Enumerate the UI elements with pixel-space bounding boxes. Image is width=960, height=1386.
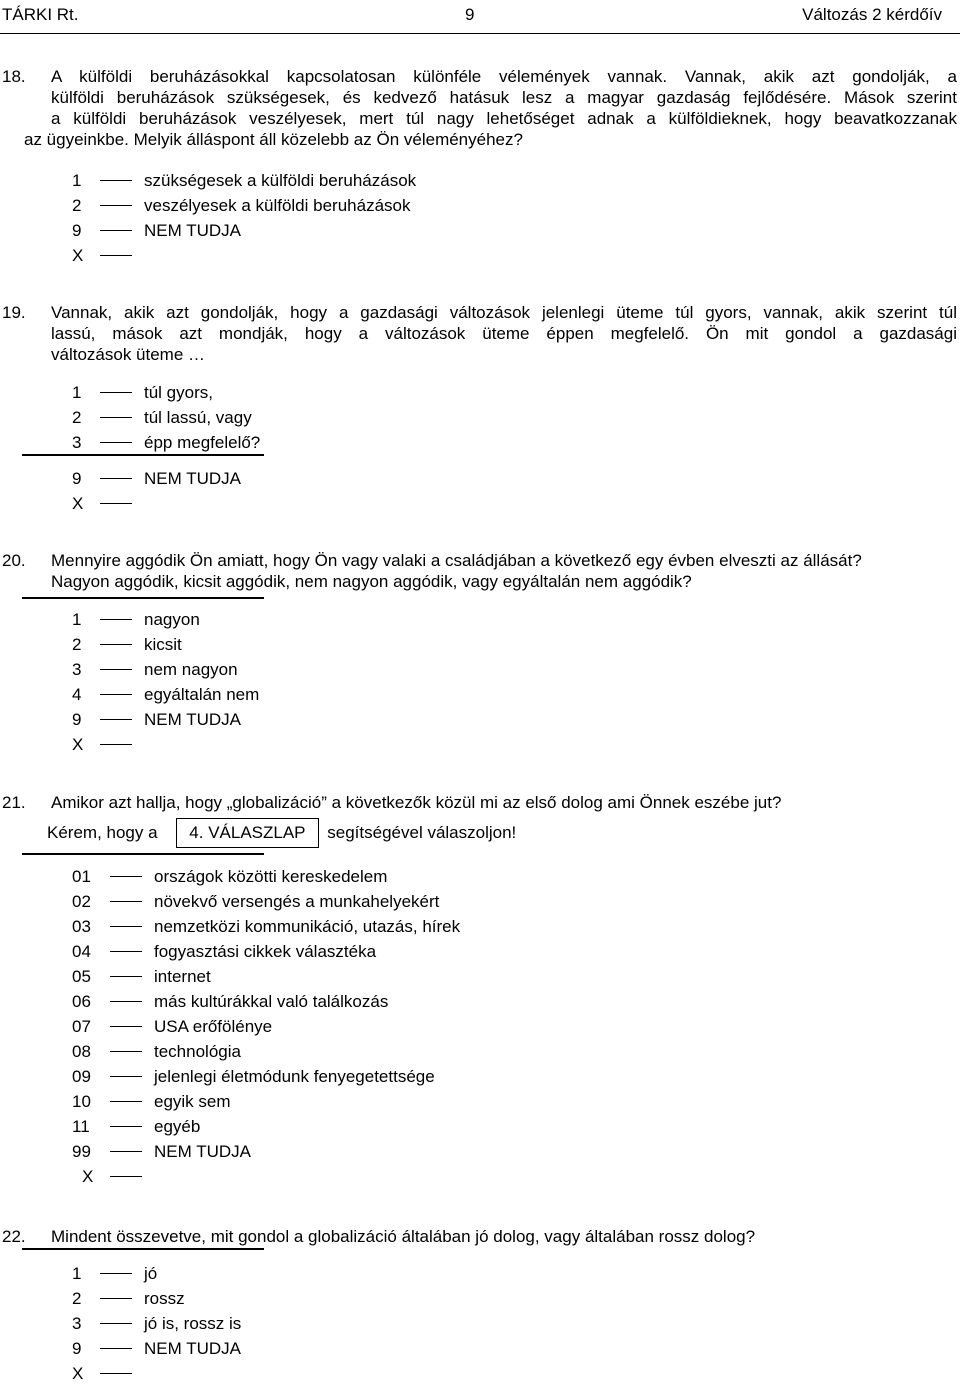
option-code: X [72, 494, 84, 513]
option-code: 3 [72, 660, 82, 679]
question-line: lassú, mások azt mondják, hogy a változások üteme éppen megfelelő. Ön mit gondol a gazdasági [51, 324, 957, 343]
answer-option[interactable] [72, 1311, 241, 1336]
answer-option[interactable] [72, 218, 416, 243]
answer-card-instruction [47, 818, 516, 848]
page-header [0, 5, 960, 27]
question-divider [22, 597, 264, 599]
option-dash [100, 205, 132, 206]
option-code: 1 [72, 610, 82, 629]
option-label: NEM TUDJA [144, 1339, 241, 1358]
answer-options-19-extra [72, 466, 241, 516]
header-document-title: Változás 2 kérdőív [802, 5, 942, 24]
option-code: X [72, 1364, 84, 1383]
option-label: más kultúrákkal való találkozás [154, 992, 389, 1011]
question-divider [22, 853, 264, 855]
option-dash [110, 926, 142, 927]
question-text [51, 302, 957, 365]
option-code: 05 [72, 967, 91, 986]
option-label: NEM TUDJA [144, 710, 241, 729]
option-label: NEM TUDJA [144, 221, 241, 240]
option-code: 02 [72, 892, 91, 911]
answer-option[interactable] [72, 964, 460, 989]
option-dash [100, 230, 132, 231]
option-dash [100, 694, 132, 695]
option-dash [100, 1323, 132, 1324]
option-dash [110, 1151, 142, 1152]
option-code: 2 [72, 196, 82, 215]
option-code: 9 [72, 469, 82, 488]
option-label: jó is, rossz is [144, 1314, 242, 1333]
option-code: 3 [72, 1314, 82, 1333]
option-dash [100, 442, 132, 443]
option-label: NEM TUDJA [144, 469, 241, 488]
answer-option[interactable] [72, 1014, 460, 1039]
answer-option[interactable] [72, 607, 259, 632]
option-dash [100, 719, 132, 720]
answer-options-18 [72, 168, 416, 268]
option-code: 10 [72, 1092, 91, 1111]
answer-options-20 [72, 607, 259, 757]
question-line: a külföldi beruházások veszélyesek, mert túl nagy lehetőséget adnak a külföldieknek, hogy beavatkozzanak [51, 109, 957, 128]
answer-option[interactable] [72, 243, 416, 268]
option-dash [110, 976, 142, 977]
answer-option[interactable] [72, 1114, 460, 1139]
option-code: 01 [72, 867, 91, 886]
option-label: egyik sem [154, 1092, 231, 1111]
option-dash [110, 1101, 142, 1102]
question-number: 21. [2, 793, 26, 812]
option-code: X [72, 735, 84, 754]
option-code: 99 [72, 1142, 91, 1161]
answer-option[interactable] [72, 707, 259, 732]
answer-option[interactable] [72, 168, 416, 193]
option-dash [110, 1076, 142, 1077]
answer-option[interactable] [72, 889, 460, 914]
option-label: jelenlegi életmódunk fenyegetettsége [154, 1067, 435, 1086]
option-dash [100, 503, 132, 504]
answer-options-21 [72, 864, 460, 1189]
option-label: veszélyesek a külföldi beruházások [144, 196, 411, 215]
answer-option[interactable] [72, 657, 259, 682]
answer-option[interactable] [72, 405, 260, 430]
option-label: kicsit [144, 635, 182, 654]
option-code: 9 [72, 1339, 82, 1358]
option-code: 06 [72, 992, 91, 1011]
answer-option[interactable] [72, 466, 241, 491]
option-dash [100, 255, 132, 256]
option-dash [110, 951, 142, 952]
answer-option[interactable] [72, 632, 259, 657]
option-code: 04 [72, 942, 91, 961]
option-dash [100, 392, 132, 393]
question-line: külföldi beruházások szükségesek, és kedvező hatásuk lesz a magyar gazdaság fejlődésére. Mások szerint [51, 88, 957, 107]
option-dash [100, 644, 132, 645]
option-code: X [72, 246, 84, 265]
option-label: internet [154, 967, 211, 986]
option-label: nem nagyon [144, 660, 238, 679]
option-dash [100, 180, 132, 181]
question-text [51, 550, 957, 592]
option-code: 3 [72, 433, 82, 452]
answer-option[interactable] [72, 989, 460, 1014]
question-number: 20. [2, 551, 26, 570]
question-text [24, 66, 957, 150]
answer-options-22 [72, 1261, 241, 1386]
answer-option[interactable] [72, 1336, 241, 1361]
header-divider [0, 33, 960, 34]
option-label: jó [144, 1264, 158, 1283]
option-dash [110, 1026, 142, 1027]
question-line: A külföldi beruházásokkal kapcsolatosan különféle vélemények vannak. Vannak, akik azt gondolják, a [51, 67, 957, 86]
option-dash [100, 1348, 132, 1349]
option-code: 1 [72, 1264, 82, 1283]
option-dash [110, 1001, 142, 1002]
answer-option[interactable] [72, 1039, 460, 1064]
answer-option[interactable] [72, 1139, 460, 1164]
option-dash [110, 876, 142, 877]
option-code: 2 [72, 1289, 82, 1308]
answer-option[interactable] [72, 1064, 460, 1089]
answer-option[interactable] [72, 682, 259, 707]
option-label: épp megfelelő? [144, 433, 261, 452]
instruction-text: segítségével válaszoljon! [327, 823, 517, 842]
answer-option[interactable] [72, 1089, 460, 1114]
answer-option[interactable] [72, 1286, 241, 1311]
option-code: 03 [72, 917, 91, 936]
option-code: 09 [72, 1067, 91, 1086]
option-code: 9 [72, 221, 82, 240]
answer-option[interactable] [72, 193, 416, 218]
option-code: 9 [72, 710, 82, 729]
answer-option[interactable] [72, 914, 460, 939]
option-label: túl lassú, vagy [144, 408, 252, 427]
answer-option[interactable] [72, 430, 260, 455]
option-label: NEM TUDJA [154, 1142, 251, 1161]
answer-card-label: 4. VÁLASZLAP [176, 818, 318, 848]
option-code: X [82, 1167, 94, 1186]
option-label: USA erőfölénye [154, 1017, 273, 1036]
option-dash [100, 619, 132, 620]
question-line: Mindent összevetve, mit gondol a globalizáció általában jó dolog, vagy általában rossz dolog? [51, 1227, 756, 1246]
read-out-divider [22, 454, 264, 456]
option-code: 1 [72, 383, 82, 402]
option-label: túl gyors, [144, 383, 213, 402]
question-line: Nagyon aggódik, kicsit aggódik, nem nagyon aggódik, vagy egyáltalán nem aggódik? [51, 572, 692, 591]
option-code: 1 [72, 171, 82, 190]
option-dash [100, 478, 132, 479]
option-dash [100, 417, 132, 418]
option-label: fogyasztási cikkek választéka [154, 942, 377, 961]
option-dash [110, 1051, 142, 1052]
question-line: Mennyire aggódik Ön amiatt, hogy Ön vagy valaki a családjában a következő egy évben elveszti az állását? [51, 551, 862, 570]
question-number: 19. [2, 303, 26, 322]
option-label: egyéb [154, 1117, 201, 1136]
answer-option[interactable] [72, 1164, 460, 1189]
question-line: Amikor azt hallja, hogy „globalizáció” a következők közül mi az első dolog ami Önnek eszébe jut? [51, 793, 782, 812]
option-label: rossz [144, 1289, 185, 1308]
question-text [51, 792, 957, 813]
answer-option[interactable] [72, 864, 460, 889]
option-label: nagyon [144, 610, 200, 629]
option-dash [100, 744, 132, 745]
question-number: 18. [2, 67, 26, 86]
answer-options-19 [72, 380, 260, 455]
option-label: egyáltalán nem [144, 685, 260, 704]
question-line: Vannak, akik azt gondolják, hogy a gazdasági változások jelenlegi üteme túl gyors, vannak, akik szerint túl [51, 303, 957, 322]
option-label: szükségesek a külföldi beruházások [144, 171, 417, 190]
option-code: 4 [72, 685, 82, 704]
question-line: változások üteme … [51, 345, 206, 364]
question-text [51, 1226, 957, 1247]
option-dash [110, 901, 142, 902]
instruction-text: Kérem, hogy a [47, 823, 158, 842]
option-label: nemzetközi kommunikáció, utazás, hírek [154, 917, 461, 936]
option-dash [100, 1298, 132, 1299]
answer-option[interactable] [72, 1361, 241, 1386]
option-code: 08 [72, 1042, 91, 1061]
option-code: 2 [72, 408, 82, 427]
header-organization: TÁRKI Rt. [2, 5, 79, 24]
option-dash [110, 1176, 142, 1177]
answer-option[interactable] [72, 732, 259, 757]
answer-option[interactable] [72, 939, 460, 964]
question-line: az ügyeinkbe. Melyik álláspont áll közelebb az Ön véleményéhez? [24, 130, 523, 149]
answer-option[interactable] [72, 380, 260, 405]
option-dash [100, 1273, 132, 1274]
page-number: 9 [465, 5, 475, 24]
question-divider [22, 1248, 264, 1250]
answer-option[interactable] [72, 1261, 241, 1286]
option-code: 07 [72, 1017, 91, 1036]
option-code: 11 [72, 1117, 90, 1136]
option-dash [100, 669, 132, 670]
option-dash [100, 1373, 132, 1374]
question-number: 22. [2, 1227, 26, 1246]
option-label: technológia [154, 1042, 241, 1061]
answer-option[interactable] [72, 491, 241, 516]
option-code: 2 [72, 635, 82, 654]
option-label: országok közötti kereskedelem [154, 867, 388, 886]
option-label: növekvő versengés a munkahelyekért [154, 892, 440, 911]
option-dash [110, 1126, 142, 1127]
